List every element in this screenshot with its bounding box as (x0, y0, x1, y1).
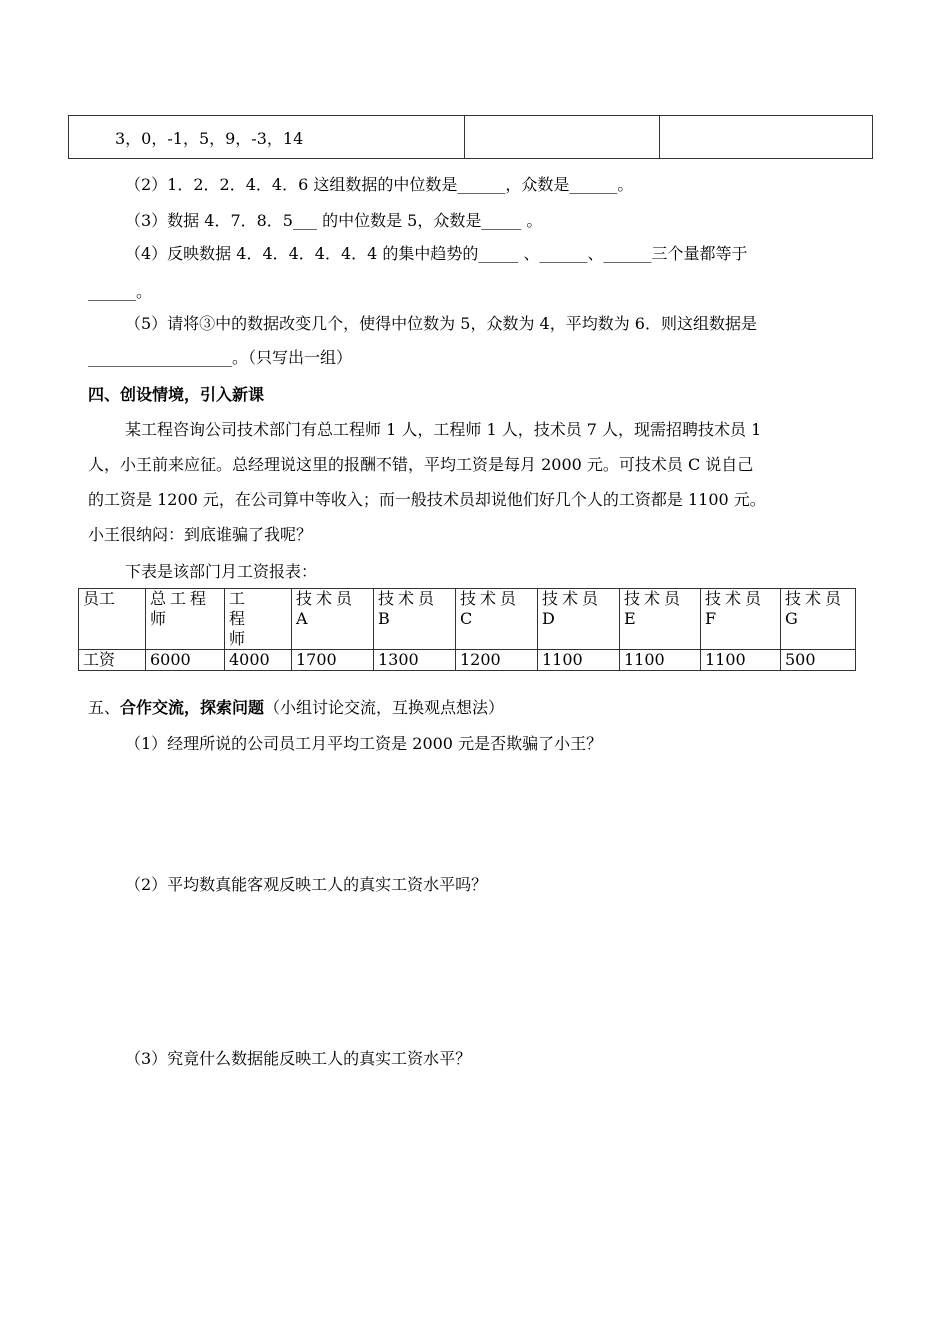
discussion-question-1: （1）经理所说的公司员工月平均工资是 2000 元是否欺骗了小王？ (125, 734, 603, 753)
row-label-cell (79, 650, 146, 671)
answer-cell-2[interactable] (660, 116, 873, 159)
employee-name-top: 技术员 (705, 589, 766, 608)
scenario-line-2: 人，小王前来应征。总经理说这里的报酬不错，平均工资是每月 2000 元。可技术员 C 说自己 (88, 455, 754, 474)
scenario-line-4: 小王很纳闷：到底谁骗了我呢？ (88, 525, 313, 544)
employee-name-bottom: D (542, 609, 555, 628)
section-5-prefix: 五、 (88, 698, 121, 717)
question-4-line-2: ______。 (88, 282, 153, 301)
question-5-line-1: （5）请将③中的数据改变几个，使得中位数为 5，众数为 4，平均数为 6．则这组数据是 (125, 314, 757, 333)
employee-name-bottom: 师 (150, 609, 167, 628)
employee-name-top: 技术员 (624, 589, 685, 608)
salary-cell: 1100 (538, 650, 620, 671)
header-cell (225, 589, 292, 650)
salary-cell: 1700 (292, 650, 374, 671)
data-values-text: 3，0，-1，5，9，-3，14 (115, 128, 304, 148)
question-2: （2）1．2．2．4．4．6 这组数据的中位数是______，众数是______。 (125, 175, 634, 194)
header-cell (538, 589, 620, 650)
answer-cell-1[interactable] (465, 116, 660, 159)
question-3: （3）数据 4．7．8．5___ 的中位数是 5，众数是_____ 。 (125, 211, 543, 230)
salary-cell: 1100 (620, 650, 701, 671)
salary-cell: 500 (781, 650, 856, 671)
employee-name-bottom: 师 (229, 629, 246, 648)
employee-name-top: 技术员 (785, 589, 846, 608)
salary-cell: 4000 (225, 650, 292, 671)
employee-name-bottom: E (624, 609, 636, 628)
header-cell (456, 589, 538, 650)
header-label: 员工 (83, 589, 116, 608)
salary-table (78, 588, 856, 671)
header-cell (146, 589, 225, 650)
employee-name-top: 技术员 (460, 589, 521, 608)
header-label-cell (79, 589, 146, 650)
salary-table-value-row (79, 650, 856, 671)
header-cell (620, 589, 701, 650)
header-cell (781, 589, 856, 650)
discussion-question-3: （3）究竟什么数据能反映工人的真实工资水平？ (125, 1049, 472, 1068)
data-cell-values (69, 116, 465, 159)
employee-name-top: 技术员 (378, 589, 439, 608)
employee-name-top: 技术员 (296, 589, 357, 608)
header-cell (701, 589, 781, 650)
salary-cell: 1200 (456, 650, 538, 671)
employee-name-bottom: C (460, 609, 473, 628)
section-5-title-bold: 合作交流，探索问题 (120, 698, 265, 717)
employee-name-bottom: G (785, 609, 798, 628)
salary-cell: 6000 (146, 650, 225, 671)
row-label: 工资 (83, 650, 116, 669)
section-4-title: 四、创设情境，引入新课 (88, 385, 265, 404)
data-table-top (68, 115, 873, 159)
scenario-line-1: 某工程咨询公司技术部门有总工程师 1 人，工程师 1 人，技术员 7 人，现需招聘技术员 1 (125, 420, 762, 439)
scenario-line-3: 的工资是 1200 元，在公司算中等收入；而一般技术员却说他们好几个人的工资都是 1100 元。 (88, 490, 766, 509)
question-4-line-1: （4）反映数据 4．4．4．4．4．4 的集中趋势的_____ 、______、______三个量都等于 (125, 244, 748, 263)
salary-cell: 1100 (701, 650, 781, 671)
header-cell (374, 589, 456, 650)
section-5-note: （小组讨论交流，互换观点想法） (264, 698, 505, 717)
employee-name-bottom: A (296, 609, 308, 628)
employee-name-top: 总工程 (150, 589, 211, 608)
salary-cell: 1300 (374, 650, 456, 671)
salary-table-header-row (79, 589, 856, 650)
table-intro: 下表是该部门月工资报表： (125, 562, 318, 581)
employee-name-top: 技术员 (542, 589, 603, 608)
employee-name-top: 工 程 (229, 589, 270, 628)
section-5-title (88, 698, 504, 718)
employee-name-bottom: B (378, 609, 390, 628)
discussion-question-2: （2）平均数真能客观反映工人的真实工资水平吗？ (125, 875, 488, 894)
header-cell (292, 589, 374, 650)
employee-name-bottom: F (705, 609, 717, 628)
question-5-line-2: __________________。（只写出一组） (88, 348, 353, 367)
